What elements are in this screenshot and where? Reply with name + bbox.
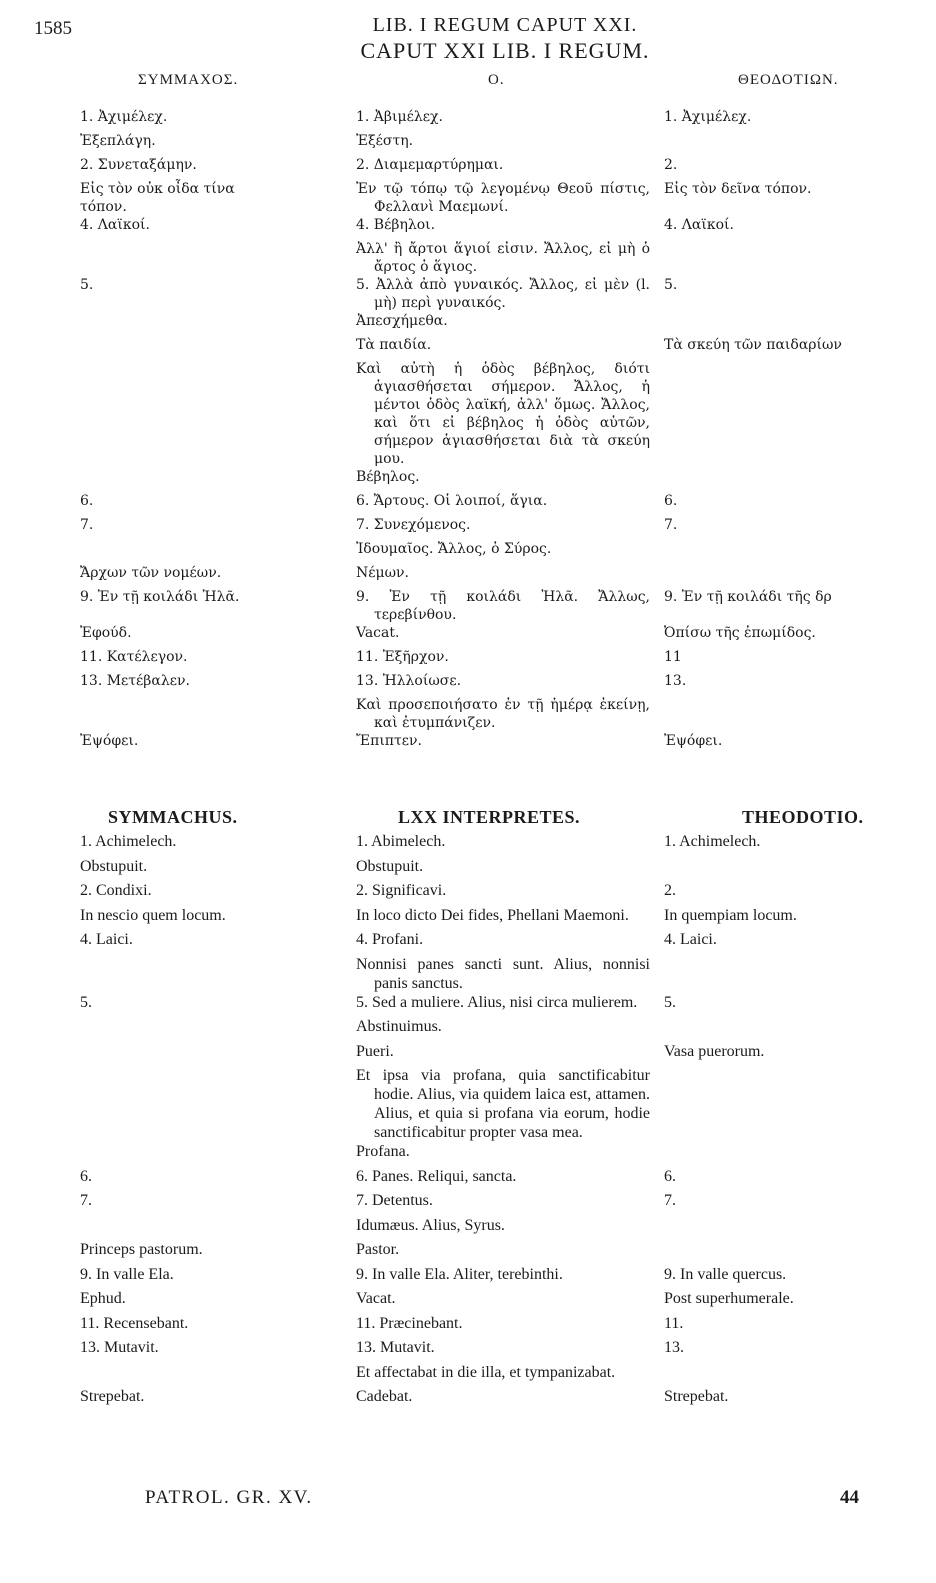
verse-row [0, 1338, 936, 1363]
verse-row [0, 492, 936, 516]
theodotion-cell: 13. [664, 1339, 684, 1356]
symmachus-cell [0, 1042, 276, 1067]
verse-row [0, 1387, 936, 1412]
theodotion-cell [664, 564, 936, 588]
verse-row [0, 564, 936, 588]
verse-row [0, 540, 936, 564]
symmachus-cell [0, 240, 276, 276]
theodotion-cell: 7. [664, 517, 678, 533]
verse-row [0, 732, 936, 756]
theodotion-cell: Post superhumerale. [664, 1290, 794, 1307]
symmachus-cell: Strepebat. [80, 1388, 145, 1405]
lxx-cell: 5. Sed a muliere. Alius, nisi circa mulierem. [356, 993, 638, 1011]
symmachus-cell [0, 312, 276, 336]
verse-row [0, 881, 936, 906]
latin-header-theodotion: THEODOTIO. [742, 807, 864, 827]
lxx-cell: Ἀπεσχήμεθα. [356, 313, 448, 329]
symmachus-cell [0, 1066, 276, 1142]
verse-row [0, 1314, 936, 1339]
lxx-cell: Pastor. [356, 1241, 400, 1258]
lxx-cell: Νέμων. [356, 565, 409, 581]
symmachus-cell: Princeps pastorum. [80, 1241, 203, 1258]
lxx-cell: Obstupuit. [356, 857, 424, 875]
lxx-cell: 4. Βέβηλοι. [356, 217, 436, 233]
theodotion-cell: Ἐψόφει. [664, 733, 723, 749]
running-head [310, 12, 700, 64]
lxx-cell: Profana. [356, 1143, 410, 1160]
symmachus-cell [0, 1017, 276, 1042]
lxx-cell: Pueri. [356, 1042, 394, 1060]
page-number: 1585 [34, 18, 72, 39]
lxx-cell: Βέβηλος. [356, 469, 420, 485]
theodotion-cell [664, 696, 936, 732]
theodotion-cell: 2. [664, 157, 678, 173]
greek-section [0, 108, 936, 756]
lxx-cell: 1. Ἀβιμέλεχ. [356, 109, 443, 125]
theodotion-cell: 6. [664, 493, 678, 509]
theodotion-cell [664, 857, 936, 882]
symmachus-cell: Ἄρχων τῶν νομέων. [80, 565, 222, 581]
theodotion-cell [664, 240, 936, 276]
symmachus-cell [0, 540, 276, 564]
theodotion-cell: 5. [664, 993, 676, 1011]
verse-row [0, 857, 936, 882]
verse-row [0, 832, 936, 857]
symmachus-cell: 6. [80, 493, 94, 509]
verse-row [0, 1289, 936, 1314]
lxx-cell: Vacat. [356, 625, 400, 641]
lxx-cell: 7. Detentus. [356, 1192, 433, 1209]
symmachus-cell [0, 696, 276, 732]
lxx-cell: 6. Ἄρτους. Οἱ λοιποί, ἅγια. [356, 493, 548, 509]
lxx-cell: Idumæus. Alius, Syrus. [356, 1216, 505, 1234]
verse-row [0, 108, 936, 132]
lxx-cell: 11. Præcinebant. [356, 1314, 463, 1332]
lxx-cell: 7. Συνεχόμενος. [356, 517, 471, 533]
symmachus-cell [0, 1363, 276, 1388]
theodotion-cell [664, 312, 936, 336]
theodotion-cell [664, 1363, 936, 1388]
theodotion-cell: Strepebat. [664, 1388, 729, 1405]
verse-row [0, 993, 936, 1018]
lxx-cell: Abstinuimus. [356, 1018, 442, 1035]
verse-row [0, 156, 936, 180]
running-head-line-2: CAPUT XXI LIB. I REGUM. [360, 38, 650, 63]
lxx-cell: Ἔπιπτεν. [356, 733, 422, 749]
symmachus-cell: 13. Μετέβαλεν. [80, 673, 190, 689]
verse-row [0, 1142, 936, 1167]
lxx-cell: 13. Mutavit. [356, 1339, 435, 1356]
latin-header-symmachus: SYMMACHUS. [108, 807, 238, 827]
lxx-cell: 2. Significavi. [356, 882, 447, 899]
theodotion-cell: Ὀπίσω τῆς ἐπωμίδος. [664, 625, 816, 641]
greek-header-lxx: Ο. [488, 72, 505, 88]
theodotion-cell [664, 1142, 936, 1167]
verse-row [0, 906, 936, 931]
theodotion-cell: Vasa puerorum. [664, 1042, 765, 1060]
symmachus-cell: 7. [80, 1192, 92, 1209]
footer-signature-number: 44 [840, 1487, 859, 1508]
theodotion-cell: 4. Λαϊκοί. [664, 217, 734, 233]
symmachus-cell: 11. Recensebant. [80, 1314, 189, 1332]
lxx-cell: Nonnisi panes sancti sunt. Alius, nonnisi panis sanctus. [356, 955, 650, 992]
symmachus-cell: In nescio quem locum. [80, 906, 226, 924]
verse-row [0, 1017, 936, 1042]
symmachus-cell: Ephud. [80, 1290, 126, 1307]
lxx-cell: 1. Abimelech. [356, 833, 446, 850]
verse-row [0, 588, 936, 624]
verse-row [0, 696, 936, 732]
theodotion-cell: 13. [664, 673, 687, 689]
theodotion-cell: 6. [664, 1167, 676, 1185]
verse-row [0, 648, 936, 672]
verse-row [0, 336, 936, 360]
symmachus-cell [0, 336, 276, 360]
lxx-cell: 11. Ἐξῆρχον. [356, 649, 449, 665]
theodotion-cell: Τὰ σκεύη τῶν παιδαρίων [664, 337, 842, 353]
theodotion-cell: 9. Ἐν τῇ κοιλάδι τῆς δρ [664, 589, 832, 605]
lxx-cell: 4. Profani. [356, 931, 424, 948]
verse-row [0, 1042, 936, 1067]
verse-row [0, 1191, 936, 1216]
verse-row [0, 180, 936, 216]
lxx-cell: 5. Ἀλλὰ ἀπὸ γυναικός. Ἄλλος, εἰ μὲν (l. μὴ) περὶ γυναικός. [356, 277, 650, 311]
lxx-cell: In loco dicto Dei fides, Phellani Maemoni. [356, 906, 629, 924]
lxx-cell: 2. Διαμεμαρτύρημαι. [356, 157, 504, 173]
lxx-cell: Et affectabat in die illa, et tympanizabat. [356, 1363, 616, 1381]
symmachus-cell [0, 468, 276, 492]
verse-row [0, 672, 936, 696]
symmachus-cell: 11. Κατέλεγον. [80, 649, 188, 665]
verse-row [0, 132, 936, 156]
greek-header-theodotion: ΘΕΟΔΟΤΙΩΝ. [738, 72, 839, 88]
lxx-cell: Τὰ παιδία. [356, 337, 432, 353]
lxx-cell: Et ipsa via profana, quia sanctificabitur hodie. Alius, via quidem laica est, attamen. Alius, et quia si profana via eorum, hodie sanctificabitur propter vasa mea. [356, 1067, 650, 1141]
symmachus-cell: 13. Mutavit. [80, 1339, 159, 1356]
verse-row [0, 1363, 936, 1388]
symmachus-cell: 2. Συνεταξάμην. [80, 157, 197, 173]
symmachus-cell: Ἐξεπλάγη. [80, 133, 156, 149]
verse-row [0, 216, 936, 240]
verse-row [0, 1265, 936, 1290]
symmachus-cell: 4. Laici. [80, 931, 133, 948]
lxx-cell: Καὶ αὐτὴ ἡ ὁδὸς βέβηλος, διότι ἁγιασθήσεται σήμερον. Ἄλλος, ἡ μέντοι ὁδὸς λαϊκή, ἀλλ' ὅμως. Ἄλλος, καὶ ὅτι εἰ βέβηλος ἡ ὁδὸς αὐτῶν, σήμερον ἁγιασθήσεται διὰ τὰ σκεύη μου. [356, 361, 650, 467]
latin-rows [0, 832, 936, 1412]
verse-row [0, 312, 936, 336]
verse-row [0, 516, 936, 540]
verse-row [0, 1167, 936, 1192]
lxx-cell: Καὶ προσεποιήσατο ἐν τῇ ἡμέρᾳ ἐκείνῃ, καὶ ἐτυμπάνιζεν. [356, 697, 650, 731]
lxx-cell: Vacat. [356, 1290, 396, 1307]
symmachus-cell: 7. [80, 517, 94, 533]
lxx-cell: Cadebat. [356, 1388, 413, 1405]
theodotion-cell: 7. [664, 1192, 676, 1209]
verse-row [0, 1066, 936, 1142]
symmachus-cell: 5. [80, 993, 92, 1011]
symmachus-cell [0, 1216, 276, 1241]
theodotion-cell: In quempiam locum. [664, 906, 797, 924]
symmachus-cell: 9. In valle Ela. [80, 1265, 174, 1283]
theodotion-cell [664, 1216, 936, 1241]
symmachus-cell: Ἐφούδ. [80, 625, 132, 641]
latin-section [0, 832, 936, 1412]
theodotion-cell: 1. Ἀχιμέλεχ. [664, 109, 752, 125]
greek-header-symmachus: ΣΥΜΜΑΧΟΣ. [138, 72, 239, 88]
symmachus-cell: Obstupuit. [80, 857, 148, 875]
theodotion-cell: 11. [664, 1314, 684, 1332]
lxx-cell: 9. Ἐν τῇ κοιλάδι Ἠλᾶ. Ἄλλως, τερεβίνθου. [356, 589, 650, 623]
symmachus-cell: 6. [80, 1167, 92, 1185]
lxx-cell: Ἀλλ' ἢ ἄρτοι ἅγιοί εἰσιν. Ἄλλος, εἰ μὴ ὁ ἄρτος ὁ ἅγιος. [356, 241, 650, 275]
theodotion-cell [664, 1017, 936, 1042]
verse-row [0, 276, 936, 312]
verse-row [0, 240, 936, 276]
verse-row [0, 955, 936, 993]
theodotion-cell [664, 955, 936, 993]
symmachus-cell [0, 360, 276, 468]
theodotion-cell [664, 540, 936, 564]
theodotion-cell: 11 [664, 649, 682, 665]
verse-row [0, 468, 936, 492]
symmachus-cell [0, 955, 276, 993]
symmachus-cell: 4. Λαϊκοί. [80, 217, 150, 233]
lxx-cell: 9. In valle Ela. Aliter, terebinthi. [356, 1265, 563, 1283]
verse-row [0, 624, 936, 648]
greek-rows [0, 108, 936, 756]
lxx-cell: 13. Ἠλλοίωσε. [356, 673, 462, 689]
symmachus-cell: 1. Achimelech. [80, 833, 177, 850]
symmachus-cell: 1. Ἀχιμέλεχ. [80, 109, 168, 125]
theodotion-cell: 5. [664, 277, 678, 293]
verse-row [0, 1216, 936, 1241]
theodotion-cell: 4. Laici. [664, 931, 717, 948]
lxx-cell: Ἰδουμαῖος. Ἄλλος, ὁ Σύρος. [356, 541, 552, 557]
lxx-cell: Ἐν τῷ τόπῳ τῷ λεγομένῳ Θεοῦ πίστις, Φελλανὶ Μαεμωνί. [356, 181, 650, 215]
theodotion-cell: 2. [664, 882, 676, 899]
verse-row [0, 930, 936, 955]
symmachus-cell: 9. Ἐν τῇ κοιλάδι Ἠλᾶ. [80, 589, 240, 605]
theodotion-cell [664, 132, 936, 156]
symmachus-cell [0, 1142, 276, 1167]
theodotion-cell: Εἰς τὸν δεῖνα τόπον. [664, 181, 812, 197]
symmachus-cell: Εἰς τὸν οὐκ οἶδα τίνα τόπον. [80, 181, 235, 215]
theodotion-cell [664, 360, 936, 468]
theodotion-cell: 1. Achimelech. [664, 833, 761, 850]
running-head-line-1: LIB. I REGUM CAPUT XXI. [372, 14, 638, 36]
lxx-cell: Ἐξέστη. [356, 133, 414, 149]
symmachus-cell: Ἐψόφει. [80, 733, 139, 749]
theodotion-cell [664, 1066, 936, 1142]
latin-header-lxx: LXX INTERPRETES. [398, 807, 581, 827]
theodotion-cell [664, 468, 936, 492]
symmachus-cell: 2. Condixi. [80, 882, 152, 899]
theodotion-cell: 9. In valle quercus. [664, 1265, 787, 1283]
footer-citation: PATROL. GR. XV. [145, 1487, 313, 1508]
lxx-cell: 6. Panes. Reliqui, sancta. [356, 1167, 517, 1185]
symmachus-cell: 5. [80, 277, 94, 293]
verse-row [0, 360, 936, 468]
verse-row [0, 1240, 936, 1265]
theodotion-cell [664, 1240, 936, 1265]
